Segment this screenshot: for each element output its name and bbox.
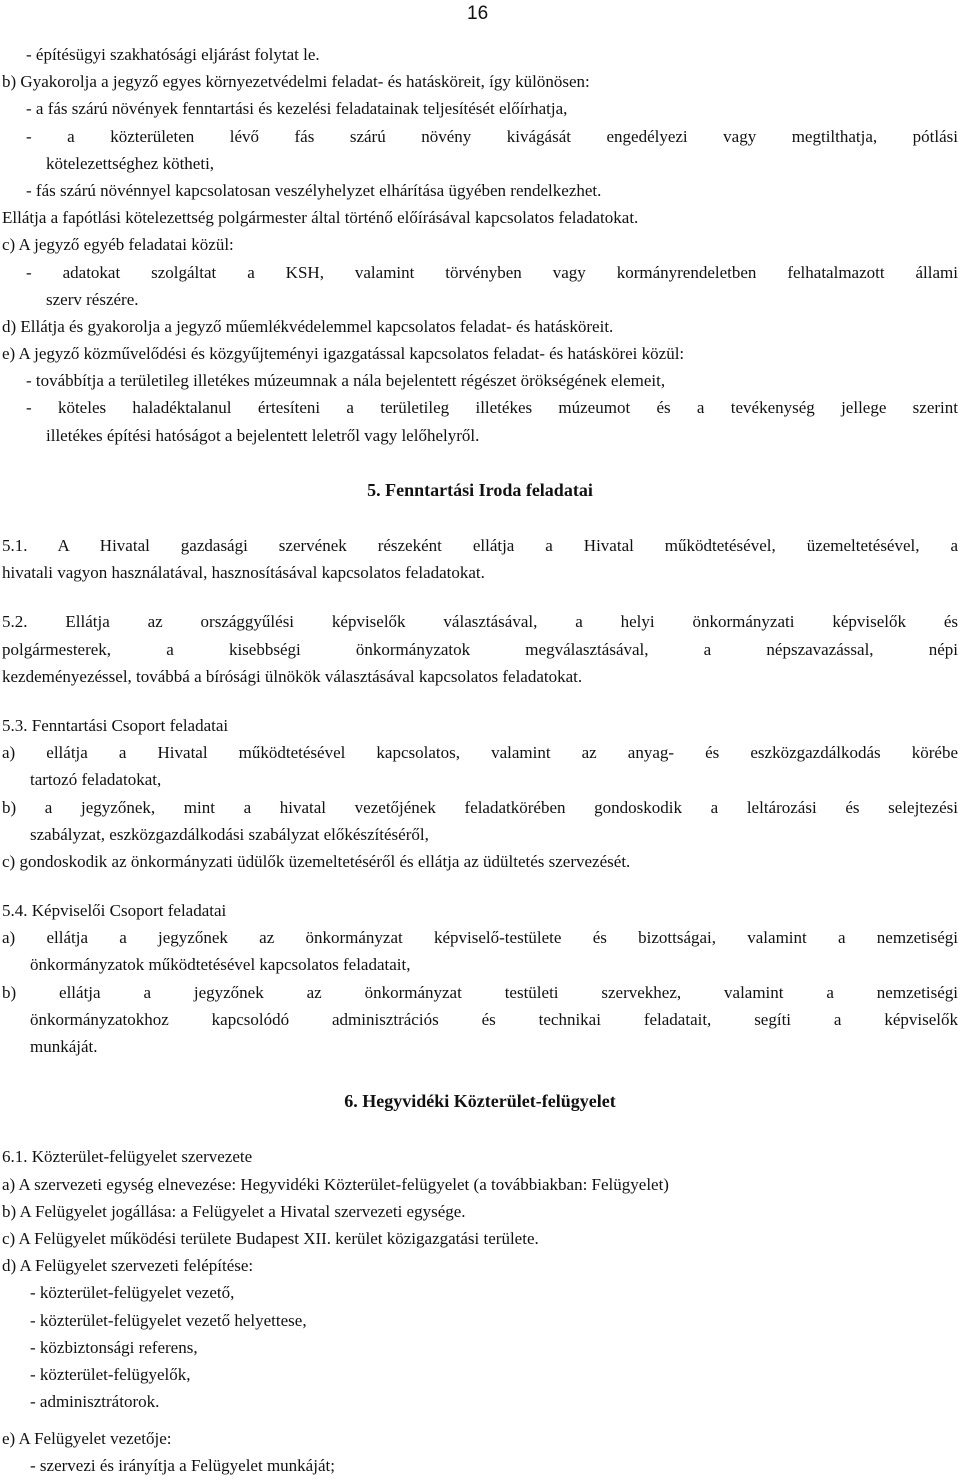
text-line: hivatali vagyon használatával, hasznosításával kapcsolatos feladatokat. xyxy=(2,563,485,583)
text-line: 5.3. Fenntartási Csoport feladatai xyxy=(2,715,229,735)
text-line: - közterület-felügyelet vezető, xyxy=(30,1283,235,1303)
text-line: - közbiztonsági referens, xyxy=(30,1337,198,1357)
text-line: c) A jegyző egyéb feladatai közül: xyxy=(2,235,234,255)
text-line: d) Ellátja és gyakorolja a jegyző műemlékvédelemmel kapcsolatos feladat- és hatásköreit. xyxy=(2,316,614,336)
text-line: illetékes építési hatóságot a bejelentett leletről vagy lelőhelyről. xyxy=(46,425,480,445)
page-number: 16 xyxy=(467,3,489,24)
text-line: c) A Felügyelet működési területe Budapest XII. kerület közigazgatási területe. xyxy=(2,1228,539,1248)
text-line: - fás szárú növénnyel kapcsolatosan veszélyhelyzet elhárítása ügyében rendelkezhet. xyxy=(26,180,602,200)
text-line: - köteles haladéktalanul értesíteni a területileg illetékes múzeumot és a tevékenység jellege szerint xyxy=(26,398,958,418)
text-line: a) ellátja a jegyzőnek az önkormányzat képviselő-testülete és bizottságai, valamint a nemzetiségi xyxy=(2,928,958,948)
text-line: tartozó feladatokat, xyxy=(30,770,162,790)
text-line: b) ellátja a jegyzőnek az önkormányzat testületi szervekhez, valamint a nemzetiségi xyxy=(2,982,958,1002)
text-line: munkáját. xyxy=(30,1037,98,1056)
text-line: 5.2. Ellátja az országgyűlési képviselők választásával, a helyi önkormányzati képviselők és xyxy=(2,612,958,632)
text-line: 5.4. Képviselői Csoport feladatai xyxy=(2,901,227,921)
text-line: - továbbítja a területileg illetékes múzeumnak a nála bejelentett régészet örökségének elemeit, xyxy=(26,371,666,391)
section-title: 5. Fenntartási Iroda feladatai xyxy=(367,479,593,500)
text-line: - közterület-felügyelet vezető helyettese, xyxy=(30,1310,307,1330)
text-line: b) A Felügyelet jogállása: a Felügyelet a Hivatal szervezeti egysége. xyxy=(2,1201,466,1221)
text-line: - építésügyi szakhatósági eljárást folytat le. xyxy=(26,45,320,64)
text-line: e) A Felügyelet vezetője: xyxy=(2,1429,172,1449)
text-line: d) A Felügyelet szervezeti felépítése: xyxy=(2,1256,254,1276)
text-line: - szervezi és irányítja a Felügyelet munkáját; xyxy=(30,1456,335,1476)
text-line: polgármesterek, a kisebbségi önkormányzatok megválasztásával, a népszavazással, népi xyxy=(2,639,958,659)
text-line: - a fás szárú növények fenntartási és kezelési feladatainak teljesítését előírhatja, xyxy=(26,99,568,119)
text-line: szerv részére. xyxy=(46,289,139,309)
text-line: önkormányzatokhoz kapcsolódó adminisztrációs és technikai feladatait, segíti a képviselők xyxy=(30,1009,958,1029)
text-line: 5.1. A Hivatal gazdasági szervének részeként ellátja a Hivatal működtetésével, üzemeltetésével, a xyxy=(2,536,958,555)
text-line: b) Gyakorolja a jegyző egyes környezetvédelmi feladat- és hatásköreit, így különösen: xyxy=(2,72,590,92)
document-body xyxy=(2,41,958,1480)
text-line: önkormányzatok működtetésével kapcsolatos feladatait, xyxy=(30,955,411,975)
text-line: kötelezettséghez kötheti, xyxy=(46,153,215,173)
text-line: a) ellátja a Hivatal működtetésével kapcsolatos, valamint az anyag- és eszközgazdálkodás körébe xyxy=(2,743,958,763)
text-line: - közterület-felügyelők, xyxy=(30,1364,191,1384)
text-line: e) A jegyző közművelődési és közgyűjteményi igazgatással kapcsolatos feladat- és hatáskörei közül: xyxy=(2,344,685,364)
text-line: a) A szervezeti egység elnevezése: Hegyvidéki Közterület-felügyelet (a továbbiakban: Felügyelet) xyxy=(2,1174,669,1194)
text-line: 6.1. Közterület-felügyelet szervezete xyxy=(2,1147,253,1167)
text-line: c) gondoskodik az önkormányzati üdülők üzemeltetéséről és ellátja az üdültetés szervezését. xyxy=(2,851,631,871)
text-line: kezdeményezéssel, továbbá a bírósági ülnökök választásával kapcsolatos feladatokat. xyxy=(2,666,583,686)
text-line: - a közterületen lévő fás szárú növény kivágását engedélyezi vagy megtilthatja, pótlási xyxy=(26,126,958,146)
section-title: 6. Hegyvidéki Közterület-felügyelet xyxy=(344,1091,616,1112)
text-line: b) a jegyzőnek, mint a hivatal vezetőjének feladatkörében gondoskodik a leltározási és selejtezési xyxy=(2,797,958,817)
text-line: Ellátja a fapótlási kötelezettség polgármester által történő előírásával kapcsolatos feladatokat. xyxy=(2,208,639,228)
text-line: - adatokat szolgáltat a KSH, valamint törvényben vagy kormányrendeletben felhatalmazott állami xyxy=(26,262,958,282)
text-line: - adminisztrátorok. xyxy=(30,1392,160,1412)
text-line: szabályzat, eszközgazdálkodási szabályzat előkészítéséről, xyxy=(30,824,429,844)
